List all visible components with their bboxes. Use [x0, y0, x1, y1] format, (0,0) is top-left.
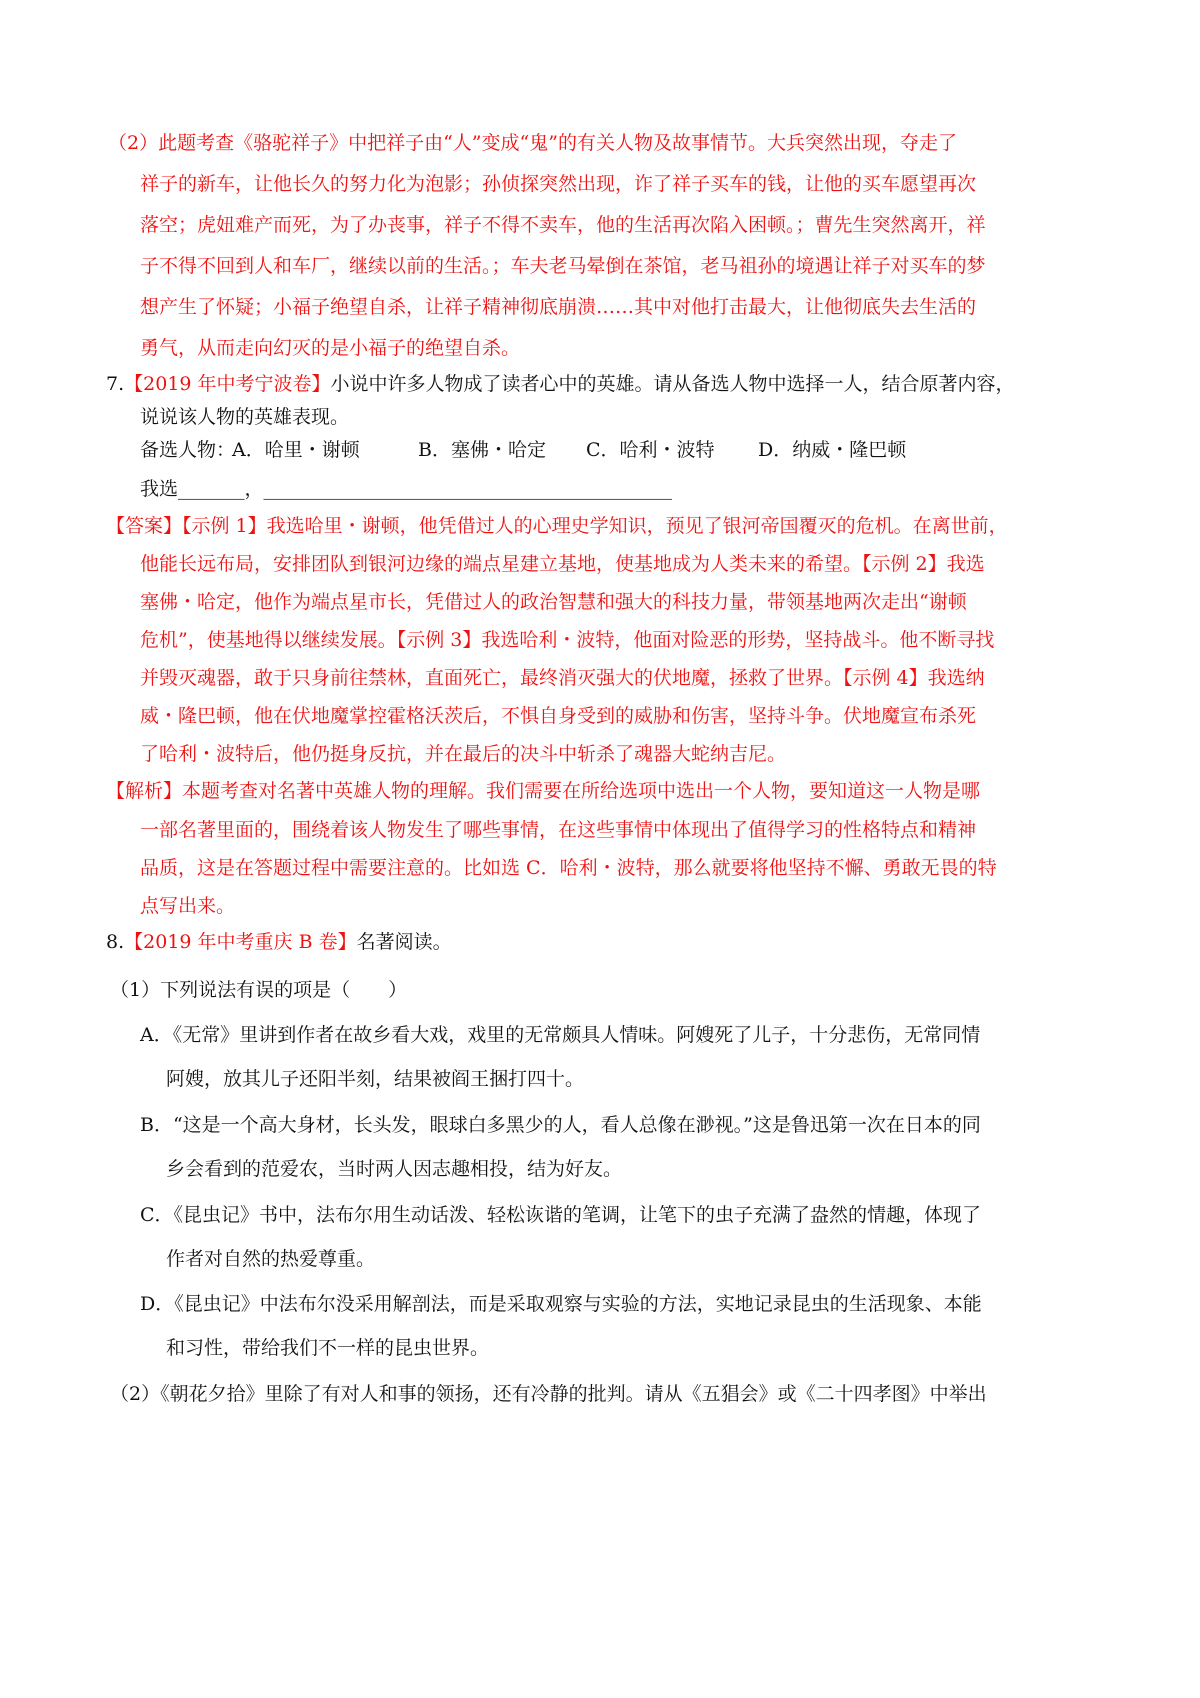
q7-answer-line-1: 【答案】【示例 1】我选哈里・谢顿，他凭借过人的心理史学知识，预见了银河帝国覆灭的危机。在离世前， — [106, 515, 1008, 537]
q7-stem-text-1: 小说中许多人物成了读者心中的英雄。请从备选人物中选择一人，结合原著内容， — [330, 373, 1015, 395]
q7-source: 【2019 年中考宁波卷】 — [124, 373, 331, 395]
q7-options-row — [140, 438, 235, 462]
q8-choice-c-line-1: C．《昆虫记》书中，法布尔用生动话泼、轻松诙谐的笔调，让笔下的虫子充满了盎然的情趣，体现了 — [140, 1204, 982, 1226]
q8-choice-c-line-2: 作者对自然的热爱尊重。 — [166, 1248, 376, 1270]
q8-choice-b-line-2: 乡会看到的范爱农，当时两人因志趣相投，结为好友。 — [166, 1158, 623, 1180]
q7-stem-line-1 — [106, 372, 1015, 396]
q7-options-prefix: 备选人物： — [140, 439, 236, 461]
q7-number: 7. — [106, 373, 125, 395]
q7-answer-line-4: 危机”，使基地得以继续发展。【示例 3】我选哈利・波特，他面对险恶的形势，坚持战斗。他不断寻找 — [140, 629, 995, 651]
q7-analysis-line-2: 一部名著里面的，围绕着该人物发生了哪些事情，在这些事情中体现出了值得学习的性格特点和精神 — [140, 819, 977, 841]
q7-option-c: C．哈利・波特 — [586, 439, 715, 461]
q7-answer-line-6: 威・隆巴顿，他在伏地魔掌控霍格沃茨后，不惧自身受到的威胁和伤害，坚持斗争。伏地魔宣布杀死 — [140, 705, 977, 727]
q8-choice-d-line-1: D．《昆虫记》中法布尔没采用解剖法，而是采取观察与实验的方法，实地记录昆虫的生活现象、本能 — [140, 1293, 982, 1315]
q8-choice-d-line-2: 和习性，带给我们不一样的昆虫世界。 — [166, 1337, 490, 1359]
q8-choice-b-line-1: B．“这是一个高大身材，长头发，眼球白多黑少的人，看人总像在渺视。”这是鲁迅第一次在日本的同 — [140, 1114, 981, 1136]
q7-analysis-line-1: 【解析】本题考查对名著中英雄人物的理解。我们需要在所给选项中选出一个人物，要知道这一人物是哪 — [106, 780, 981, 802]
q7-option-d: D．纳威・隆巴顿 — [758, 439, 907, 461]
q6-analysis-line-6: 勇气，从而走向幻灭的是小福子的绝望自杀。 — [140, 337, 521, 359]
q8-sub2-stem: （2）《朝花夕拾》里除了有对人和事的领扬，还有冷静的批判。请从《五猖会》或《二十四孝图》中举出 — [110, 1383, 987, 1405]
q7-option-b: B．塞佛・哈定 — [418, 439, 546, 461]
q6-analysis-line-3: 落空；虎妞难产而死，为了办丧事，祥子不得不卖车，他的生活再次陷入困顿。；曹先生突然离开，祥 — [140, 214, 986, 236]
q6-analysis-line-2: 祥子的新车，让他长久的努力化为泡影；孙侦探突然出现，诈了祥子买车的钱，让他的买车愿望再次 — [140, 173, 977, 195]
q8-choice-a-line-1: A．《无常》里讲到作者在故乡看大戏，戏里的无常颇具人情味。阿嫂死了儿子，十分悲伤，无常同情 — [140, 1024, 981, 1046]
q7-option-a: A．哈里・谢顿 — [232, 439, 360, 461]
q7-answer-line-5: 并毁灭魂器，敢于只身前往禁林，直面死亡，最终消灭强大的伏地魔，拯救了世界。【示例 4】我选纳 — [140, 667, 985, 689]
q8-source: 【2019 年中考重庆 B 卷】 — [124, 931, 357, 953]
q7-analysis-line-3: 品质，这是在答题过程中需要注意的。比如选 C．哈利・波特，那么就要将他坚持不懈、勇敢无畏的特 — [140, 857, 997, 879]
q7-answer-line-3: 塞佛・哈定，他作为端点星市长，凭借过人的政治智慧和强大的科技力量，带领基地两次走出“谢顿 — [140, 591, 967, 613]
q8-title: 名著阅读。 — [356, 931, 452, 953]
q7-answer-blank: 我选_______，___________________________________________ — [140, 478, 673, 500]
q8-stem-line — [106, 930, 452, 954]
q7-answer-line-2: 他能长远布局，安排团队到银河边缘的端点星建立基地，使基地成为人类未来的希望。【示例 2】我选 — [140, 553, 985, 575]
q6-analysis-line-5: 想产生了怀疑；小福子绝望自杀，让祥子精神彻底崩溃……其中对他打击最大，让他彻底失去生活的 — [140, 296, 977, 318]
q8-number: 8. — [106, 931, 125, 953]
q7-stem-line-2: 说说该人物的英雄表现。 — [140, 406, 350, 428]
q6-analysis-line-1: （2）此题考查《骆驼祥子》中把祥子由“人”变成“鬼”的有关人物及故事情节。大兵突然出现，夺走了 — [108, 132, 957, 154]
q8-sub1-stem: （1）下列说法有误的项是（ ） — [110, 979, 408, 1001]
q6-analysis-line-4: 子不得不回到人和车厂，继续以前的生活。；车夫老马晕倒在茶馆，老马祖孙的境遇让祥子对买车的梦 — [140, 255, 986, 277]
q7-answer-line-7: 了哈利・波特后，他仍挺身反抗，并在最后的决斗中斩杀了魂器大蛇纳吉尼。 — [140, 743, 787, 765]
q7-analysis-line-4: 点写出来。 — [140, 895, 236, 917]
q8-choice-a-line-2: 阿嫂，放其儿子还阳半刻，结果被阎王捆打四十。 — [166, 1068, 585, 1090]
